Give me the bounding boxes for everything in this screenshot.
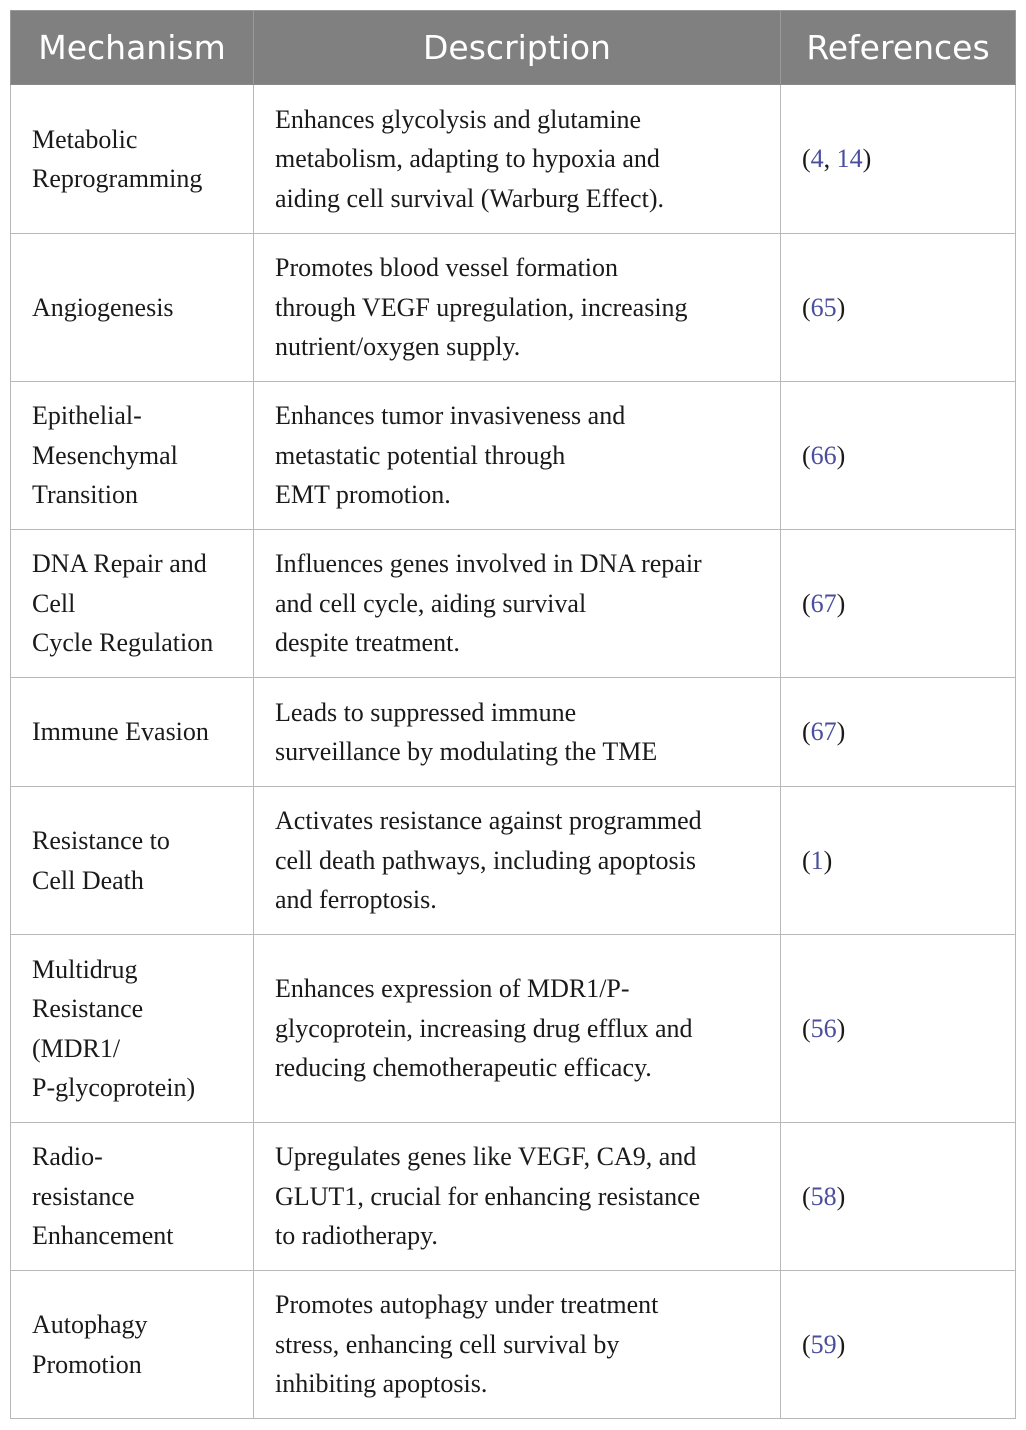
- description-cell: Influences genes involved in DNA repair and cell cycle, aiding survival despite treatment.: [254, 530, 781, 678]
- references-cell: [781, 935, 1016, 1123]
- table-row: [11, 234, 1016, 382]
- table-row: [11, 1123, 1016, 1271]
- mechanism-cell: Immune Evasion: [11, 678, 254, 787]
- mechanism-cell: Metabolic Reprogramming: [11, 85, 254, 234]
- reference-link[interactable]: 66: [810, 440, 837, 470]
- reference-link[interactable]: 56: [810, 1013, 837, 1043]
- ref-separator: ,: [823, 144, 837, 174]
- paren-open: (: [802, 1329, 811, 1359]
- mechanism-cell: Multidrug Resistance (MDR1/ P-glycoprotein): [11, 935, 254, 1123]
- paren-close: ): [823, 845, 833, 875]
- reference-link[interactable]: 14: [836, 144, 863, 174]
- paren-open: (: [802, 845, 811, 875]
- description-cell: Enhances glycolysis and glutamine metabolism, adapting to hypoxia and aiding cell survival (Warburg Effect).: [254, 85, 781, 234]
- mechanism-cell: Autophagy Promotion: [11, 1271, 254, 1419]
- references-cell: [781, 678, 1016, 787]
- reference-link[interactable]: 65: [810, 292, 837, 322]
- references-cell: [781, 382, 1016, 530]
- paren-close: ): [836, 440, 846, 470]
- table-row: [11, 1271, 1016, 1419]
- table-row: [11, 935, 1016, 1123]
- table-row: [11, 530, 1016, 678]
- reference-link[interactable]: 59: [810, 1329, 837, 1359]
- header-references: References: [781, 11, 1016, 85]
- references-cell: [781, 85, 1016, 234]
- table-body: [11, 85, 1016, 1419]
- reference-link[interactable]: 4: [810, 144, 824, 174]
- reference-link[interactable]: 1: [810, 845, 824, 875]
- description-cell: Upregulates genes like VEGF, CA9, and GLUT1, crucial for enhancing resistance to radiotherapy.: [254, 1123, 781, 1271]
- header-description: Description: [254, 11, 781, 85]
- paren-open: (: [802, 144, 811, 174]
- table-row: [11, 382, 1016, 530]
- paren-open: (: [802, 1013, 811, 1043]
- references-cell: [781, 787, 1016, 935]
- header-row: [11, 11, 1016, 85]
- table-row: [11, 85, 1016, 234]
- references-cell: [781, 1123, 1016, 1271]
- paren-open: (: [802, 1181, 811, 1211]
- reference-link[interactable]: 67: [810, 588, 837, 618]
- description-cell: Promotes autophagy under treatment stress, enhancing cell survival by inhibiting apoptosis.: [254, 1271, 781, 1419]
- paren-open: (: [802, 717, 811, 747]
- description-cell: Enhances tumor invasiveness and metastatic potential through EMT promotion.: [254, 382, 781, 530]
- header-mechanism: Mechanism: [11, 11, 254, 85]
- table-header: [11, 11, 1016, 85]
- table-row: [11, 678, 1016, 787]
- paren-close: ): [836, 1181, 846, 1211]
- reference-link[interactable]: 58: [810, 1181, 837, 1211]
- description-cell: Activates resistance against programmed cell death pathways, including apoptosis and ferroptosis.: [254, 787, 781, 935]
- paren-close: ): [836, 588, 846, 618]
- mechanism-table: [10, 10, 1016, 1419]
- table-row: [11, 787, 1016, 935]
- paren-close: ): [836, 717, 846, 747]
- description-cell: Leads to suppressed immune surveillance by modulating the TME: [254, 678, 781, 787]
- paren-close: ): [836, 1329, 846, 1359]
- paren-close: ): [862, 144, 872, 174]
- mechanism-cell: Angiogenesis: [11, 234, 254, 382]
- paren-close: ): [836, 292, 846, 322]
- paren-open: (: [802, 588, 811, 618]
- references-cell: [781, 1271, 1016, 1419]
- reference-link[interactable]: 67: [810, 717, 837, 747]
- paren-open: (: [802, 292, 811, 322]
- description-cell: Enhances expression of MDR1/P- glycoprotein, increasing drug efflux and reducing chemotherapeutic efficacy.: [254, 935, 781, 1123]
- description-cell: Promotes blood vessel formation through VEGF upregulation, increasing nutrient/oxygen supply.: [254, 234, 781, 382]
- mechanism-cell: Resistance to Cell Death: [11, 787, 254, 935]
- mechanism-cell: Epithelial- Mesenchymal Transition: [11, 382, 254, 530]
- mechanism-cell: DNA Repair and Cell Cycle Regulation: [11, 530, 254, 678]
- paren-close: ): [836, 1013, 846, 1043]
- paren-open: (: [802, 440, 811, 470]
- mechanism-cell: Radio- resistance Enhancement: [11, 1123, 254, 1271]
- references-cell: [781, 530, 1016, 678]
- references-cell: [781, 234, 1016, 382]
